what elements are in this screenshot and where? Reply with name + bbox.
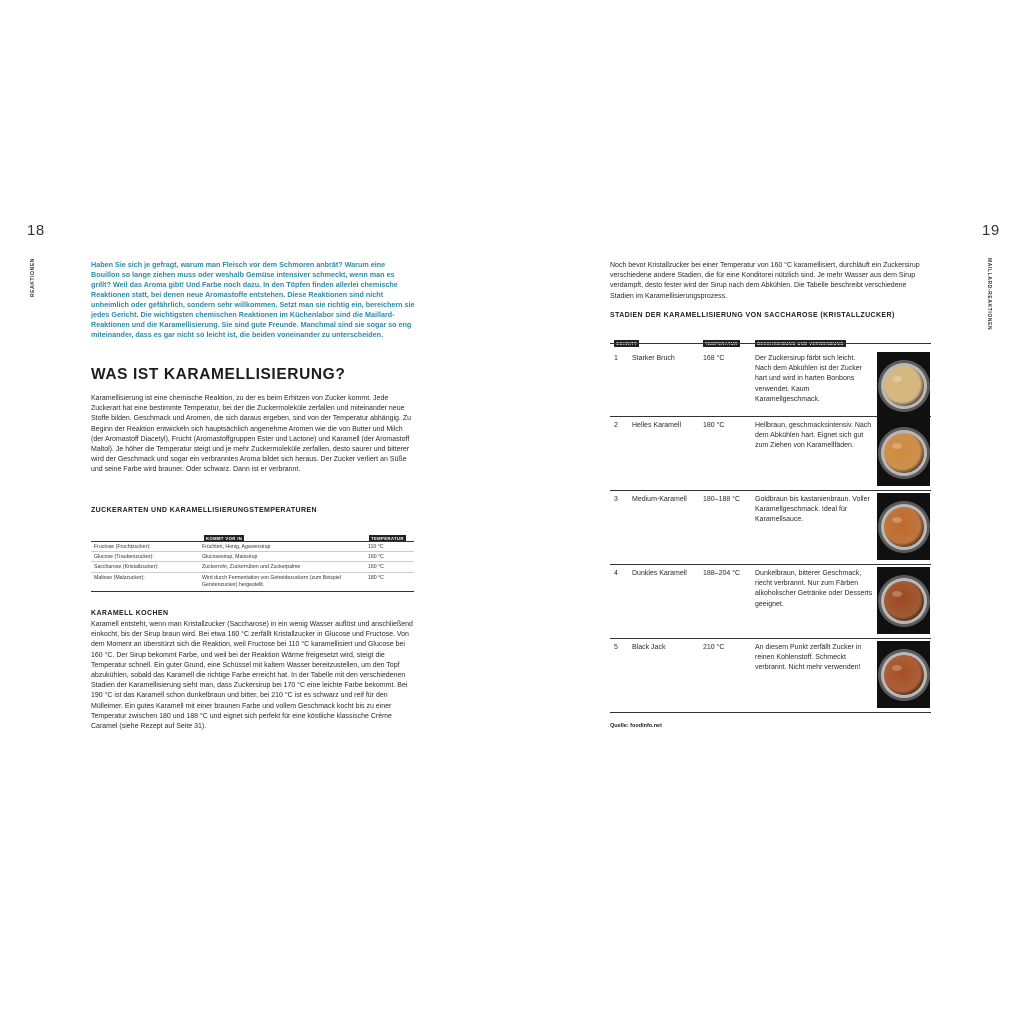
stages-header-desc-label: BESCHREIBUNG UND VERWENDUNG <box>757 341 844 346</box>
stage-temp: 180 °C <box>703 422 725 429</box>
stage-number: 4 <box>614 570 618 577</box>
page-number-right: 19 <box>982 222 1000 239</box>
stages-header-temp <box>703 332 740 350</box>
caramel-pan-photo <box>877 419 930 486</box>
right-intro: Noch bevor Kristallzucker bei einer Temperatur von 160 °C karamellisiert, durchläuft ein Zuckersirup verschiedene andere Stadien, die für eine Konditorei nützlich sind. Je mehr Wasser aus dem Sirup verdampft, desto fester wird der Sirup nach dem Abkühlen. Die Tabelle beschreibt verschiedene Stadien im Karamellisierungsprozess. <box>610 262 920 300</box>
stage-name: Starker Bruch <box>632 355 675 362</box>
stage-description: Hellbraun, geschmacksintensiv. Nach dem Abkühlen hart. Eignet sich gut zum Ziehen von Karamellfäden. <box>755 422 872 450</box>
sugar-row-fructose <box>91 542 414 552</box>
sugar-row-saccharose <box>91 562 414 572</box>
stage-description: An diesem Punkt zerfällt Zucker in reinen Kohlenstoff. Schmeckt verbrannt. Nicht mehr verwenden! <box>755 644 862 672</box>
stages-header-step-label: SCHRITT <box>616 341 637 346</box>
stages-table-title: STADIEN DER KARAMELLISIERUNG VON SACCHAROSE (KRISTALLZUCKER) <box>610 312 895 319</box>
stage-row-4 <box>610 565 931 639</box>
stage-number: 5 <box>614 644 618 651</box>
stages-header-temp-label: TEMPERATUR <box>705 341 738 346</box>
stages-header-step <box>614 332 639 350</box>
page-heading: WAS IST KARAMELLISIERUNG? <box>91 366 346 383</box>
stage-temp: 168 °C <box>703 355 725 362</box>
source-credit: Quelle: foodinfo.net <box>610 723 662 729</box>
sugar-header-source-label: KOMMT VOR IN <box>206 536 243 541</box>
section-heading-karamell-kochen: KARAMELL KOCHEN <box>91 610 169 617</box>
stage-temp: 188–204 °C <box>703 570 741 577</box>
stage-temp: 180–188 °C <box>703 496 741 503</box>
stage-number: 1 <box>614 355 618 362</box>
stage-name: Helles Karamell <box>632 422 682 429</box>
temp-cell: 110 °C <box>368 544 384 550</box>
stage-row-1 <box>610 350 931 417</box>
temp-cell: 160 °C <box>368 564 384 571</box>
stage-number: 2 <box>614 422 618 429</box>
stage-row-3 <box>610 491 931 565</box>
stage-temp: 210 °C <box>703 644 725 651</box>
side-label-left: REAKTIONEN <box>30 258 36 298</box>
stage-description: Der Zuckersirup färbt sich leicht. Nach dem Abkühlen ist der Zucker hart und wird in harten Bonbons verwendet. Kaum Karamellgeschmack. <box>755 355 862 403</box>
sugar-header-temp-label: TEMPERATUR <box>371 536 404 541</box>
stages-header-desc <box>755 332 846 350</box>
source-cell: Wird durch Fermentation von Getreidezuckern (zum Beispiel Gerstenzucker) hergestellt. <box>202 574 341 588</box>
side-label-right: MAILLARD-REAKTIONEN <box>986 258 992 331</box>
caramel-pan-photo <box>877 641 930 708</box>
stage-number: 3 <box>614 496 618 503</box>
sugar-cell: Glucose (Traubenzucker): <box>94 554 154 561</box>
stage-description: Goldbraun bis kastanienbraun. Voller Karamellgeschmack. Ideal für Karamellsauce. <box>755 496 870 524</box>
caramel-pan-photo <box>877 493 930 560</box>
stage-description: Dunkelbraun, bitterer Geschmack, riecht verbrannt. Nur zum Färben alkoholischer Getränke oder Desserts geeignet. <box>755 570 873 608</box>
stage-name: Black Jack <box>632 644 666 651</box>
source-cell: Zuckerrohr, Zuckerrüben und Zuckerpalme <box>202 564 301 571</box>
sugar-table <box>91 541 414 592</box>
stage-name: Medium-Karamell <box>632 496 687 503</box>
stage-name: Dunkles Karamell <box>632 570 687 577</box>
caramel-pan-photo <box>877 352 930 419</box>
stages-table-top-rule <box>610 343 931 344</box>
temp-cell: 180 °C <box>368 574 384 581</box>
stage-row-5 <box>610 639 931 713</box>
page-number-left: 18 <box>27 222 45 239</box>
stage-row-2 <box>610 417 931 491</box>
sugar-cell: Fructose (Fruchtzucker): <box>94 544 151 550</box>
paragraph-karamell-kochen: Karamell entsteht, wenn man Kristallzucker (Saccharose) in ein wenig Wasser auflöst und anschließend einkocht, bis der Sirup braun wird. Bei etwa 160 °C zerfällt Kristallzucker in Glucose und Fructose. Von dem Moment an überstürzt sich die Reaktion, weil Fructose bei 110 °C karamellisiert und Glucose bei 160 °C. Der Sirup bekommt Farbe, und weil bei der Reaktion Wärme freigesetzt wird, steigt die Temperatur schnell. Ein guter Grund, eine Schüssel mit kaltem Wasser bereitzustellen, um den Topf abzukühlen, sobald das Karamell die richtige Farbe erreicht hat. In der Tabelle mit den verschiedenen Stadien der Karamellisierung sieht man, dass Zuckersirup bei 170 °C eine leichte Farbe bekommt. Bei 190 °C ist das Karamell schon dunkelbraun und bitter, bei 210 °C ist es schwarz und reif für den Mülleimer. Ein gutes Karamell mit einer braunen Farbe und vollem Geschmack kocht bis zu einer Temperatur zwischen 180 und 188 °C und eignet sich perfekt für eine köstliche klassische Crème Caramel (siehe Rezept auf Seite 31). <box>91 621 413 731</box>
intro-text: Haben Sie sich je gefragt, warum man Fleisch vor dem Schmoren anbrät? Warum eine Bouillon so lange ziehen muss oder weshalb Gemüse intensiver schmeckt, wenn man es grillt? Weil das Aroma gibt! Und Farbe noch dazu. In den Töpfen finden allerlei chemische Reaktionen statt, bei denen neue Aromastoffe entstehen. Diese Reaktionen sind nicht unheimlich oder gefährlich, sondern sehr willkommen. Setzt man sie richtig ein, bereichern sie jedes Gericht. Die wichtigsten chemischen Reaktionen im Küchenlabor sind die Maillard-Reaktionen und die Karamellisierung. Sie sind gute Freunde. Manchmal sind sie sogar so eng miteinander, dass es gar nicht so leicht ist, die beiden voneinander zu unterscheiden. <box>91 260 415 339</box>
temp-cell: 160 °C <box>368 554 384 561</box>
source-cell: Früchten, Honig, Agavensirup <box>202 544 271 550</box>
sugar-cell: Saccharose (Kristallzucker): <box>94 564 159 571</box>
caramel-pan-photo <box>877 567 930 634</box>
sugar-row-maltose <box>91 573 414 592</box>
sugar-table-title: ZUCKERARTEN UND KARAMELLISIERUNGSTEMPERATUREN <box>91 507 317 514</box>
source-cell: Glucosesirup, Maissirup <box>202 554 258 561</box>
paragraph-karamellisierung: Karamellisierung ist eine chemische Reaktion, zu der es beim Erhitzen von Zucker kommt. Jede Zuckerart hat eine bestimmte Temperatur, bei der die Zuckermoleküle zerfallen und miteinander neue Stoffe bilden. Geschmack und Aromen, die sich daraus ergeben, sind von der Temperatur abhängig. Zu Beginn der Reaktion entwickeln sich hauptsächlich angenehme Aromen wie die von Butter und Milch (der Aromastoff Diacetyl), Frucht (Aromastoffgruppen Ester und Lactone) und Karamell (der Aromastoff Maltol). Je höher die Temperatur steigt und je mehr Zuckermolekülе zerfallen, desto saurer und bitterer wird der Geschmack und sogar ein verbranntes Aroma bildet sich heraus. Der Zucker verliert an Süße und seine Farbe wird brauner. Oder schwarz. Dann ist er verbrannt. <box>91 395 411 474</box>
sugar-row-glucose <box>91 552 414 562</box>
sugar-cell: Maltose (Malzzucker): <box>94 574 145 581</box>
